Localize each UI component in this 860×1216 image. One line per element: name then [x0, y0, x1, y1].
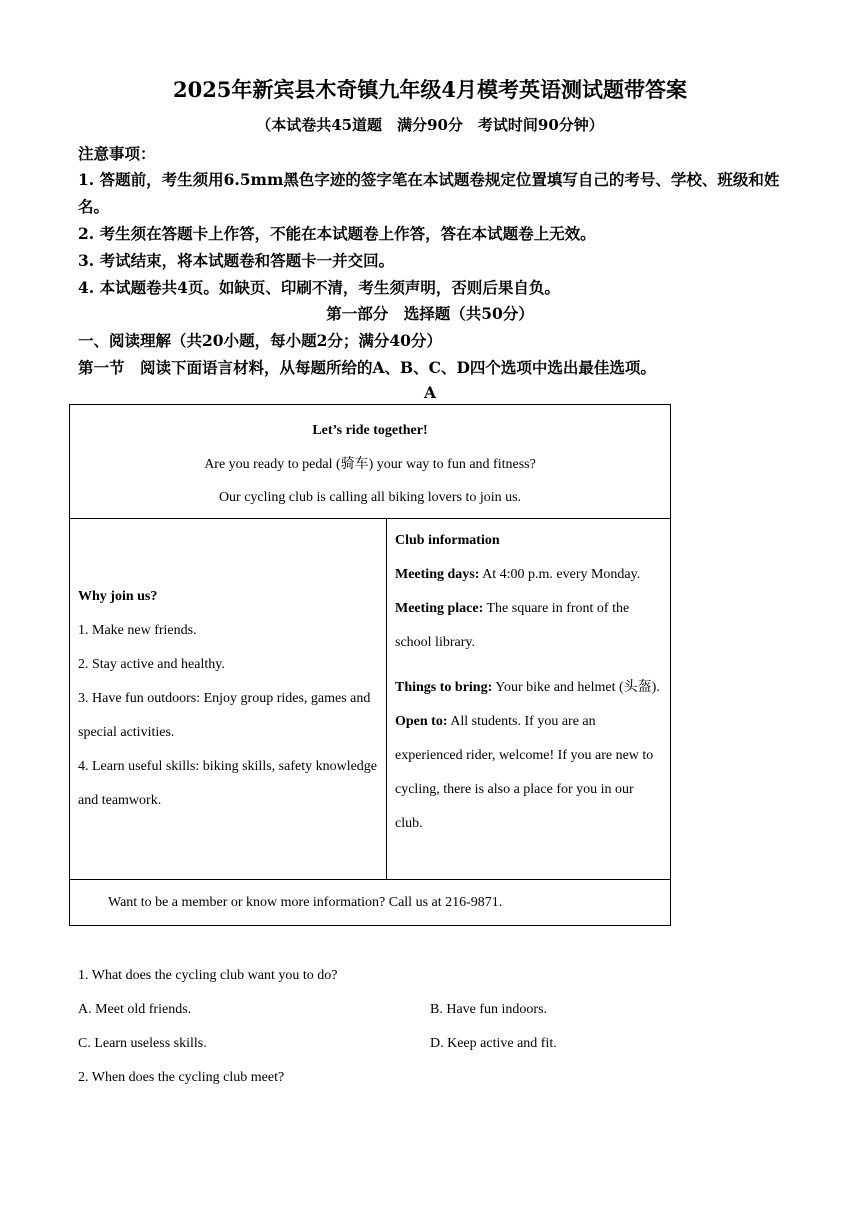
ad-title: Let’s ride together!	[312, 423, 428, 438]
info-label: Meeting days:	[395, 567, 480, 582]
info-meeting-days	[395, 558, 662, 592]
info-label: Meeting place:	[395, 601, 484, 616]
question-option: A. Meet old friends.	[78, 1002, 192, 1017]
question-option: B. Have fun indoors.	[430, 1002, 548, 1017]
part-title: 第一部分 选择题（共50分）	[326, 304, 534, 323]
question-stem: 2. When does the cycling club meet?	[78, 1070, 285, 1085]
club-info-title: Club information	[395, 533, 500, 548]
info-meeting-place	[395, 592, 662, 660]
club-info-panel	[387, 519, 671, 880]
cycling-club-ad	[69, 404, 671, 926]
why-join-title: Why join us?	[78, 589, 158, 604]
question-stem: 1. What does the cycling club want you to do?	[78, 968, 338, 983]
passage-label: A	[423, 383, 437, 402]
notice-heading: 注意事项：	[78, 144, 156, 163]
info-value: All students. If you are an experienced rider, welcome! If you are new to cycling, there is also a place for you in our club.	[395, 714, 654, 831]
why-item: 1. Make new friends.	[78, 623, 197, 638]
info-label: Open to:	[395, 714, 448, 729]
why-join-panel	[70, 519, 387, 880]
why-item: 2. Stay active and healthy.	[78, 657, 225, 672]
notice-item: 2. 考生须在答题卡上作答，不能在本试题卷上作答，答在本试题卷上无效。	[78, 224, 596, 243]
question-option: D. Keep active and fit.	[430, 1036, 557, 1051]
info-things-to-bring	[395, 671, 662, 705]
ad-line: Are you ready to pedal (骑车) your way to fun and fitness?	[204, 456, 536, 472]
question-option: C. Learn useless skills.	[78, 1036, 207, 1051]
page-title: 2025年新宾县木奇镇九年级4月模考英语测试题带答案	[172, 77, 688, 102]
ad-footer: Want to be a member or know more information? Call us at 216-9871.	[70, 880, 671, 926]
section-instruction: 第一节 阅读下面语言材料，从每题所给的A、B、C、D四个选项中选出最佳选项。	[78, 358, 656, 377]
notice-item: 4. 本试题卷共4页。如缺页、印刷不清，考生须声明，否则后果自负。	[78, 278, 560, 297]
notice-item: 3. 考试结束，将本试题卷和答题卡一并交回。	[78, 251, 395, 270]
info-open-to	[395, 705, 662, 841]
why-item: 4. Learn useful skills: biking skills, safety knowledge and teamwork.	[78, 759, 378, 808]
section-title: 一、阅读理解（共20小题，每小题2分；满分40分）	[78, 331, 442, 350]
info-value: Your bike and helmet (头盔).	[492, 680, 660, 695]
why-item: 3. Have fun outdoors: Enjoy group rides, games and special activities.	[78, 691, 371, 740]
info-value: At 4:00 p.m. every Monday.	[479, 567, 641, 582]
notice-list	[78, 166, 798, 301]
ad-line: Our cycling club is calling all biking lovers to join us.	[218, 490, 522, 505]
info-value: The square in front of the school library.	[395, 601, 630, 650]
exam-info: （本试卷共45道题 满分90分 考试时间90分钟）	[256, 116, 604, 134]
info-label: Things to bring:	[395, 680, 493, 695]
ad-header	[70, 405, 671, 519]
notice-item: 1. 答题前，考生须用6.5mm黑色字迹的签字笔在本试题卷规定位置填写自己的考号、学校、班级和姓名。	[78, 170, 780, 216]
